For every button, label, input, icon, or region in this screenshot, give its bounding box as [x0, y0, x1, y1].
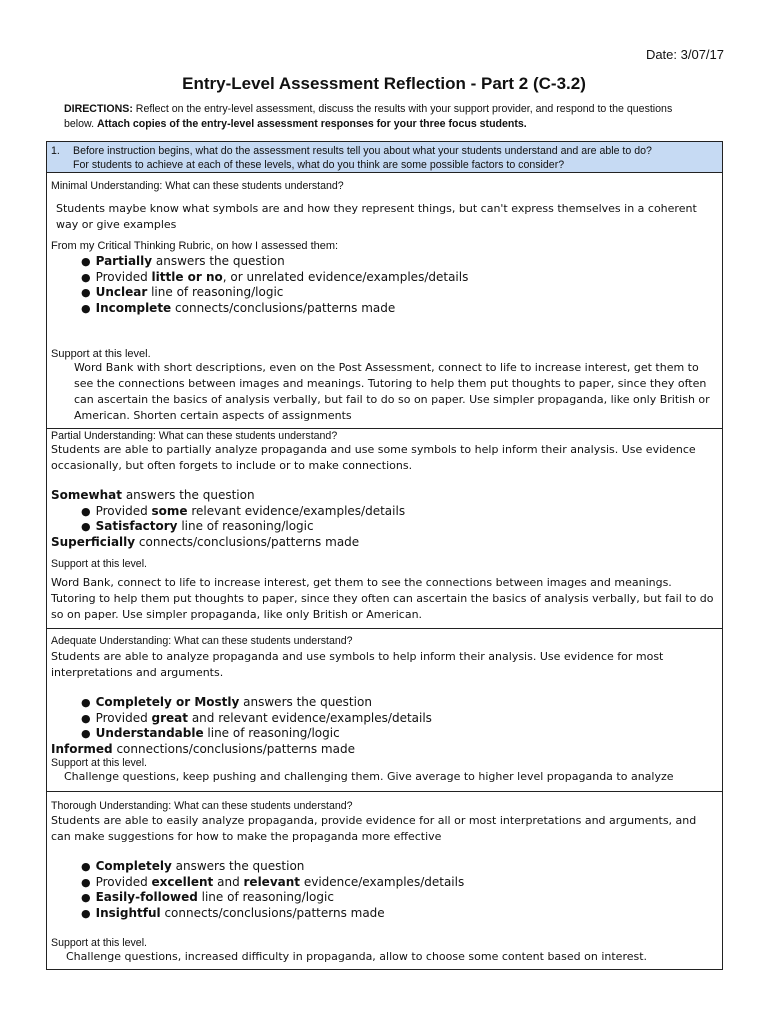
- thorough-support-label: Support at this level.: [51, 937, 147, 949]
- partial-section: [47, 429, 722, 629]
- partial-rubric-list: [51, 504, 718, 535]
- question-line2: For students to achieve at each of these levels, what do you think are some possible factors to consider?: [73, 159, 565, 171]
- minimal-support-label: Support at this level.: [51, 348, 151, 360]
- minimal-heading: Minimal Understanding: What can these students understand?: [51, 180, 344, 192]
- adequate-last-line: Informed connections/conclusions/patterns made: [51, 741, 355, 756]
- directions-text: Reflect on the entry-level assessment, discuss the results with your support provider, and respond to the questions below.: [64, 103, 673, 130]
- minimal-rubric-list: [51, 254, 718, 316]
- adequate-response: Students are able to analyze propaganda and use symbols to help inform their analysis. Use evidence for most interpretations and arguments.: [51, 650, 664, 679]
- list-item: ● Unclear line of reasoning/logic: [81, 285, 718, 301]
- thorough-response: Students are able to easily analyze propaganda, provide evidence for all or most interpretations and arguments, and can make suggestions for how to make the propaganda more effective: [51, 814, 697, 843]
- minimal-support: Word Bank with short descriptions, even on the Post Assessment, connect to life to increase interest, get them to see the connections between images and meanings. Tutoring to help them put thoughts to paper, since they often can ascertain the basics of analysis verbally, but fail to do so on paper. Use simpler propaganda, like only British or American. Shorten certain aspects of assignments: [74, 361, 710, 422]
- adequate-support-label: Support at this level.: [51, 757, 147, 769]
- adequate-support: Challenge questions, keep pushing and challenging them. Give average to higher level propaganda to analyze: [64, 770, 674, 783]
- directions-label: DIRECTIONS:: [64, 103, 133, 115]
- adequate-rubric-list: [51, 695, 718, 742]
- directions: [64, 102, 704, 132]
- date: Date: 3/07/17: [645, 47, 724, 62]
- list-item: ● Understandable line of reasoning/logic: [81, 726, 718, 742]
- thorough-rubric-list: [51, 859, 718, 921]
- adequate-heading: Adequate Understanding: What can these students understand?: [51, 635, 353, 647]
- directions-bold: Attach copies of the entry-level assessment responses for your three focus students.: [96, 118, 527, 130]
- list-item: ● Provided excellent and relevant evidence/examples/details: [81, 875, 718, 891]
- minimal-section: [47, 173, 722, 429]
- list-item: ● Insightful connects/conclusions/patterns made: [81, 906, 718, 922]
- list-item: ● Completely or Mostly answers the question: [81, 695, 718, 711]
- list-item: ● Provided little or no, or unrelated evidence/examples/details: [81, 270, 718, 286]
- minimal-rubric-intro: From my Critical Thinking Rubric, on how I assessed them:: [51, 240, 339, 252]
- adequate-section: [47, 629, 722, 792]
- partial-support-label: Support at this level.: [51, 558, 147, 570]
- list-item: ● Provided some relevant evidence/examples/details: [81, 504, 718, 520]
- page-title: Entry-Level Assessment Reflection - Part 2 (C-3.2): [182, 74, 586, 93]
- list-item: ● Completely answers the question: [81, 859, 718, 875]
- thorough-support: Challenge questions, increased difficulty in propaganda, allow to choose some content based on interest.: [66, 950, 648, 963]
- list-item: ● Satisfactory line of reasoning/logic: [81, 519, 718, 535]
- list-item: ● Incomplete connects/conclusions/patterns made: [81, 301, 718, 317]
- question-row: [47, 142, 722, 173]
- reflection-table: [46, 141, 723, 970]
- partial-response: Students are able to partially analyze propaganda and use some symbols to help inform their analysis. Use evidence occasionally, but often forgets to include or to make connections.: [51, 443, 696, 472]
- list-item: ● Partially answers the question: [81, 254, 718, 270]
- partial-heading: Partial Understanding: What can these students understand?: [51, 430, 338, 442]
- list-item: ● Provided great and relevant evidence/examples/details: [81, 711, 718, 727]
- partial-first-line: Somewhat answers the question: [51, 488, 255, 502]
- question-line1: Before instruction begins, what do the assessment results tell you about what your students understand and are able to do?: [73, 145, 652, 157]
- partial-last-line: Superficially connects/conclusions/patterns made: [51, 534, 360, 549]
- partial-support: Word Bank, connect to life to increase interest, get them to see the connections between images and meanings. Tutoring to help them put thoughts to paper, since they often can ascertain the basics of analysis verbally, but fail to do so on paper. Use simpler propaganda, like only British or American.: [51, 576, 714, 621]
- thorough-section: [47, 792, 722, 969]
- question-number: 1.: [51, 145, 60, 157]
- minimal-response: Students maybe know what symbols are and how they represent things, but can't express themselves in a coherent way or give examples: [56, 202, 697, 231]
- list-item: ● Easily-followed line of reasoning/logic: [81, 890, 718, 906]
- thorough-heading: Thorough Understanding: What can these students understand?: [51, 800, 353, 812]
